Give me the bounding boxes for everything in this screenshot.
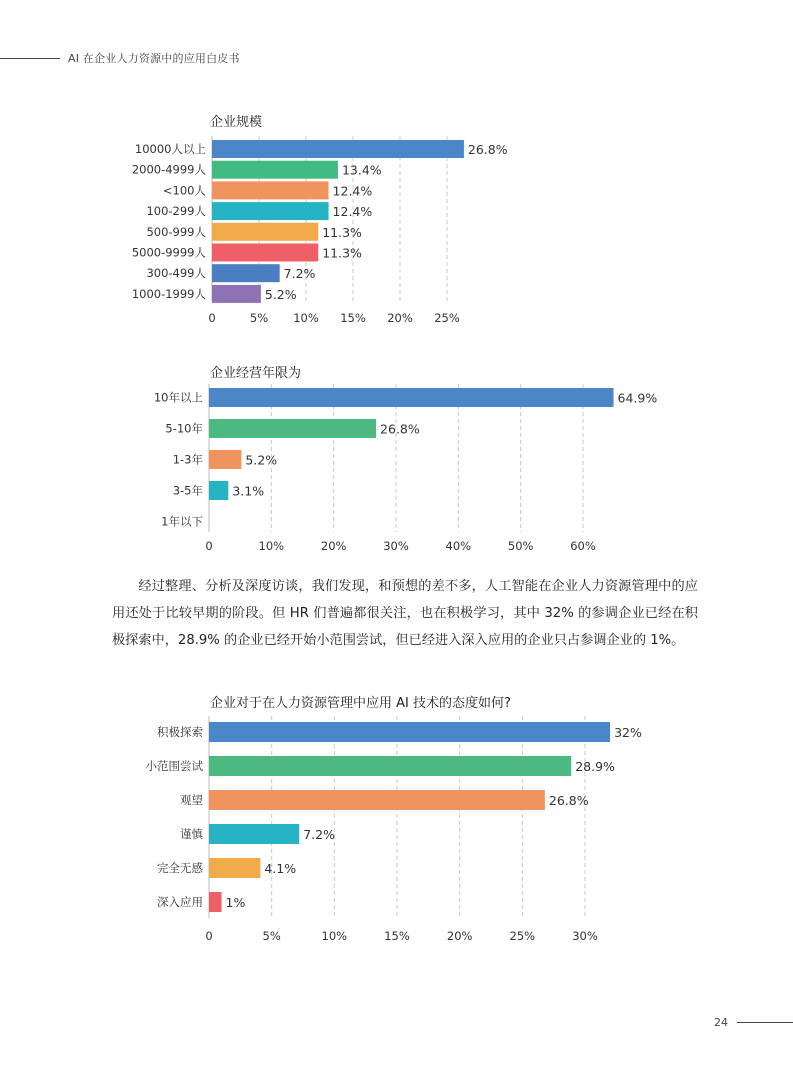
x-tick-label: 25% (509, 929, 536, 943)
bar (209, 419, 376, 438)
value-label: 28.9% (575, 759, 615, 774)
x-tick-label: 10% (258, 539, 285, 553)
page-number: 24 (714, 1016, 728, 1029)
value-label: 12.4% (332, 204, 373, 220)
bar (209, 481, 228, 500)
x-tick-label: 20% (446, 929, 473, 943)
bar (209, 858, 260, 878)
bar (209, 388, 614, 407)
footer-rule (737, 1022, 793, 1023)
bar (212, 140, 464, 158)
x-tick-label: 15% (384, 929, 410, 943)
bar (212, 181, 329, 199)
category-label: 300-499人 (146, 266, 206, 281)
x-tick-label: 10% (293, 311, 319, 325)
category-label: 1年以下 (161, 514, 203, 529)
chart-title-ai-attitude: 企业对于在人力资源管理中应用 AI 技术的态度如何? (210, 696, 511, 711)
category-label: 3-5年 (172, 483, 203, 498)
category-label: 1000-1999人 (131, 286, 206, 301)
bar (209, 450, 241, 469)
value-label: 5.2% (245, 452, 278, 468)
bar (209, 790, 545, 810)
value-label: 32% (614, 725, 642, 740)
category-label: 100-299人 (146, 204, 206, 219)
x-tick-label: 0 (208, 311, 216, 325)
chart-title-company-size: 企业规模 (210, 115, 263, 130)
x-tick-label: 0 (205, 539, 213, 553)
x-tick-label: 60% (570, 539, 596, 553)
value-label: 26.8% (467, 142, 508, 157)
x-tick-label: 20% (320, 539, 347, 553)
category-label: 10000人以上 (134, 142, 206, 156)
bar (212, 202, 329, 220)
value-label: 13.4% (341, 162, 382, 178)
category-label: <100人 (162, 183, 206, 198)
value-label: 3.1% (232, 483, 265, 499)
category-label: 5000-9999人 (131, 245, 206, 260)
value-label: 11.3% (322, 224, 362, 240)
value-label: 5.2% (264, 286, 297, 302)
category-label: 深入应用 (157, 895, 203, 909)
value-label: 1% (225, 895, 246, 910)
value-label: 7.2% (283, 266, 316, 282)
bar (209, 892, 222, 912)
header-rule (0, 58, 60, 59)
bar (212, 285, 261, 303)
x-tick-label: 25% (434, 311, 460, 325)
category-label: 5-10年 (165, 421, 203, 436)
x-tick-label: 0 (205, 929, 213, 943)
category-label: 完全无感 (157, 861, 203, 875)
x-tick-label: 30% (383, 539, 409, 553)
bar (209, 756, 571, 776)
value-label: 26.8% (548, 793, 589, 808)
value-label: 11.3% (322, 245, 362, 261)
category-label: 500-999人 (146, 224, 206, 239)
bar (212, 223, 318, 241)
bar (212, 161, 338, 179)
chart-operating-years (0, 380, 793, 570)
chart-ai-attitude (0, 710, 793, 960)
x-tick-label: 5% (262, 929, 281, 943)
category-label: 2000-4999人 (131, 162, 206, 177)
chart-company-size (0, 130, 793, 360)
x-tick-label: 30% (572, 929, 598, 943)
bar (209, 824, 299, 844)
value-label: 12.4% (332, 183, 373, 199)
value-label: 4.1% (264, 861, 297, 876)
bar (212, 244, 318, 262)
body-paragraph: 经过整理、分析及深度访谈，我们发现，和预想的差不多，人工智能在企业人力资源管理中的应用还处于比较早期的阶段。但 HR 们普遍都很关注，也在积极学习，其中 32% 的参调企业已经在积极探索中，28.9% 的企业已经开始小范围尝试，但已经进入深入应用的企业只占参调企业的 1%。 (112, 579, 698, 648)
category-label: 观望 (180, 793, 203, 807)
value-label: 26.8% (380, 421, 420, 437)
category-label: 10年以上 (153, 390, 203, 405)
category-label: 积极探索 (157, 725, 203, 739)
x-tick-label: 5% (249, 311, 269, 325)
category-label: 谨慎 (180, 827, 203, 841)
category-label: 1-3年 (172, 452, 203, 467)
x-tick-label: 15% (340, 311, 366, 325)
category-label: 小范围尝试 (145, 759, 203, 773)
chart-title-operating-years: 企业经营年限为 (210, 366, 302, 381)
x-tick-label: 50% (507, 539, 534, 553)
bar (212, 264, 280, 282)
x-tick-label: 10% (321, 929, 348, 943)
value-label: 7.2% (303, 827, 336, 842)
x-tick-label: 20% (387, 311, 413, 325)
document-title: AI 在企业人力资源中的应用白皮书 (68, 52, 240, 65)
x-tick-label: 40% (445, 539, 472, 553)
bar (209, 722, 610, 742)
value-label: 64.9% (617, 390, 658, 406)
